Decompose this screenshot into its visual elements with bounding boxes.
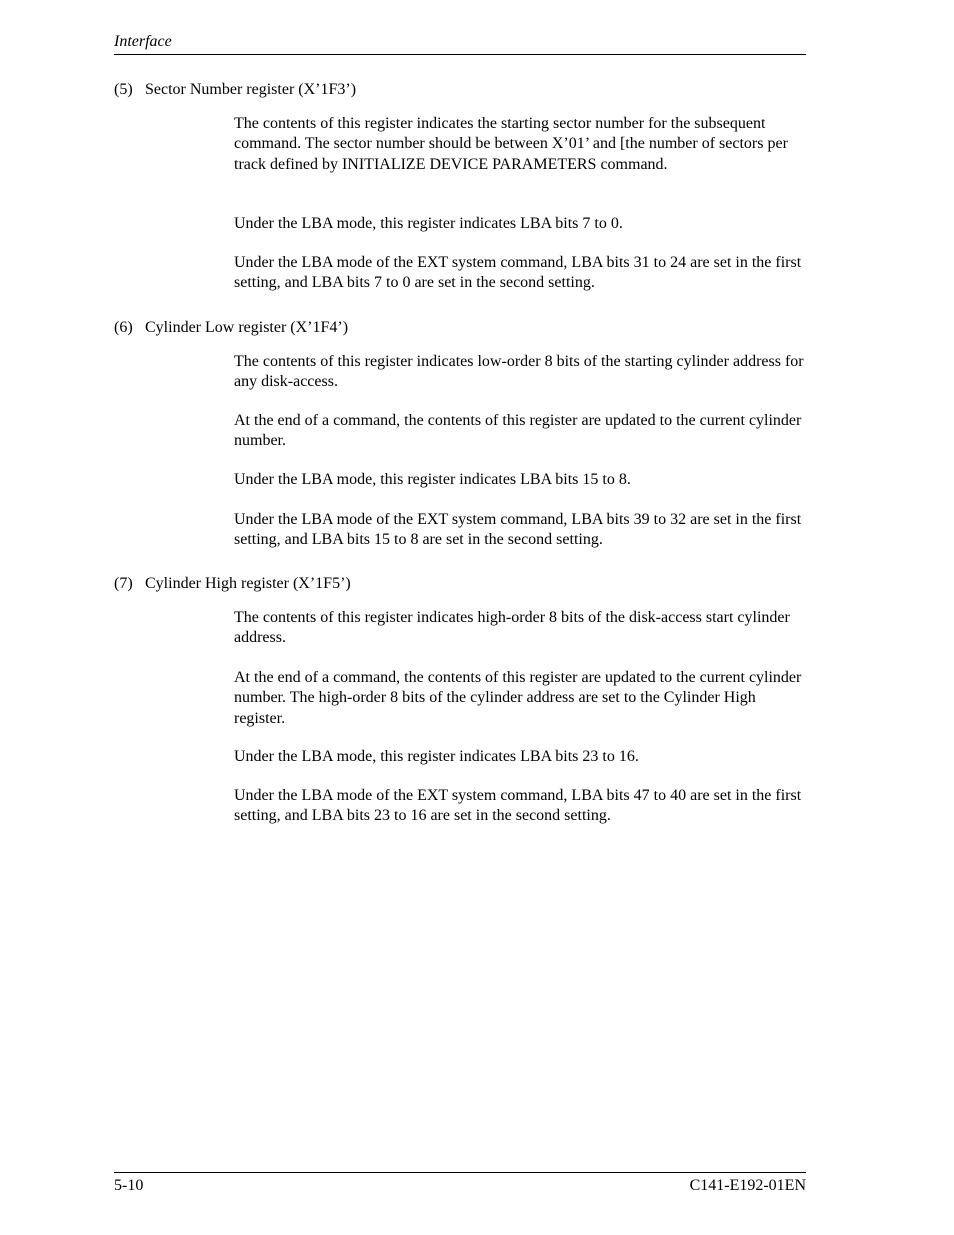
page-number: 5-10 (114, 1177, 144, 1194)
paragraph: The contents of this register indicates low-order 8 bits of the starting cylinder address for any disk-access. (234, 353, 804, 391)
running-header-title: Interface (114, 33, 172, 50)
paragraph: Under the LBA mode of the EXT system command, LBA bits 47 to 40 are set in the first setting, and LBA bits 23 to 16 are set in the second setting. (234, 787, 802, 825)
section-heading-cylinder-high (114, 574, 351, 594)
paragraph: Under the LBA mode of the EXT system command, LBA bits 39 to 32 are set in the first setting, and LBA bits 15 to 8 are set in the second setting. (234, 511, 802, 549)
section-number: (5) (114, 81, 133, 98)
paragraph: Under the LBA mode, this register indicates LBA bits 23 to 16. (234, 748, 639, 765)
section-number: (7) (114, 575, 133, 592)
paragraph: Under the LBA mode, this register indicates LBA bits 7 to 0. (234, 215, 623, 232)
section-heading-sector-number (114, 80, 356, 100)
section-title: Cylinder Low register (X’1F4’) (145, 319, 349, 336)
section-heading-cylinder-low (114, 318, 348, 338)
footer-rule (114, 1172, 806, 1173)
document-id: C141-E192-01EN (689, 1177, 806, 1194)
paragraph: At the end of a command, the contents of this register are updated to the current cylinder number. (234, 412, 802, 450)
paragraph: The contents of this register indicates the starting sector number for the subsequent command. The sector number should be between X’01’ and [the number of sectors per track defined by INITIALIZE DEVICE PARAMETERS command. (234, 115, 788, 173)
paragraph: At the end of a command, the contents of this register are updated to the current cylinder number. The high-order 8 bits of the cylinder address are set to the Cylinder High register. (234, 669, 802, 727)
paragraph: Under the LBA mode, this register indicates LBA bits 15 to 8. (234, 471, 631, 488)
section-title: Sector Number register (X’1F3’) (145, 81, 357, 98)
section-number: (6) (114, 319, 133, 336)
header-rule (114, 54, 806, 55)
section-title: Cylinder High register (X’1F5’) (145, 575, 351, 592)
paragraph: Under the LBA mode of the EXT system command, LBA bits 31 to 24 are set in the first setting, and LBA bits 7 to 0 are set in the second setting. (234, 254, 802, 292)
paragraph: The contents of this register indicates high-order 8 bits of the disk-access start cylinder address. (234, 609, 790, 647)
